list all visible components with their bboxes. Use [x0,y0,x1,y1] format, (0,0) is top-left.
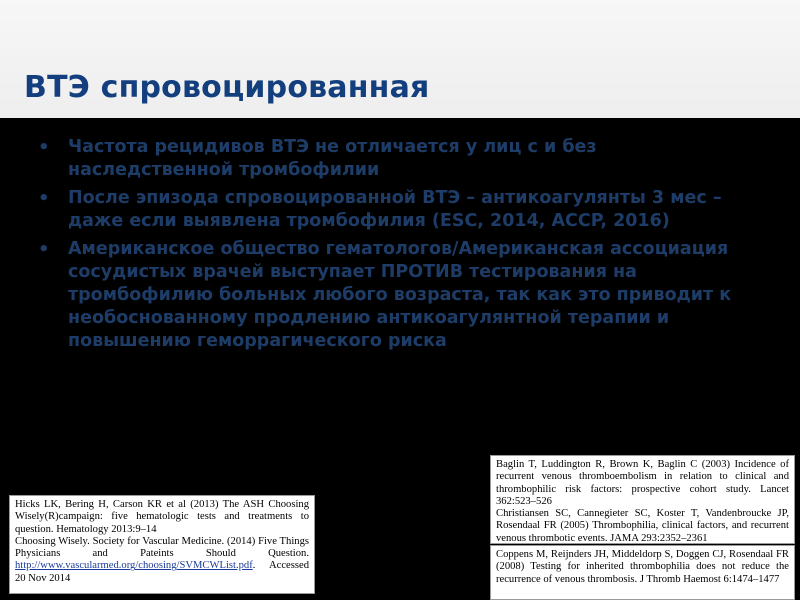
reference-box-right-top [490,455,795,544]
reference-hicks: Hicks LK, Bering H, Carson KR et al (2013) The ASH Choosing Wisely(R)campaign: five hematologic tests and treatments to question. Hematology 2013:9–14 [15,499,309,535]
reference-accessed-date: . Accessed 20 Nov 2014 [15,560,309,584]
bullet-list [36,136,756,358]
reference-box-left [9,495,315,594]
reference-choosing-wisely-text: Choosing Wisely. Society for Vascular Medicine. (2014) Five Things Physicians and Pateints Should Question. [15,535,309,560]
reference-url-link[interactable]: http://www.vascularmed.org/choosing/SVMCWList.pdf [15,560,253,572]
reference-box-right-bottom [490,545,795,600]
reference-choosing-wisely [15,536,309,585]
reference-coppens: Coppens M, Reijnders JH, Middeldorp S, Doggen CJ, Rosendaal FR (2008) Testing for inherited thrombophilia does not reduce the recurrence of venous thrombosis. J Thromb Haemost 6:1474–1477 [496,549,789,585]
slide-title: ВТЭ спровоцированная [24,70,430,105]
reference-baglin: Baglin T, Luddington R, Brown K, Baglin C (2003) Incidence of recurrent venous thromboembolism in relation to clinical and thrombophilic risk factors: prospective cohort study. Lancet 362:523–526 [496,459,789,507]
bullet-item-testing: • Американское общество гематологов/Американская ассоциация сосудистых врачей выступает ПРОТИВ тестирования на тромбофилию больных любого возраста, так как это приводит к необоснованному продлению антикоагулянтной терапии и повышению геморрагического риска [36,238,756,353]
reference-christiansen: Christiansen SC, Cannegieter SC, Koster T, Vandenbroucke JP, Rosendaal FR (2005) Thrombophilia, clinical factors, and recurrent venous thrombotic events. JAMA 293:2352–2361 [496,508,789,544]
bullet-item-recurrence: • Частота рецидивов ВТЭ не отличается у лиц с и без наследственной тромбофилии [36,136,756,182]
bullet-item-anticoagulants: • После эпизода спровоцированной ВТЭ – антикоагулянты 3 мес – даже если выявлена тромбофилия (ESC, 2014, ACCP, 2016) [36,187,756,233]
